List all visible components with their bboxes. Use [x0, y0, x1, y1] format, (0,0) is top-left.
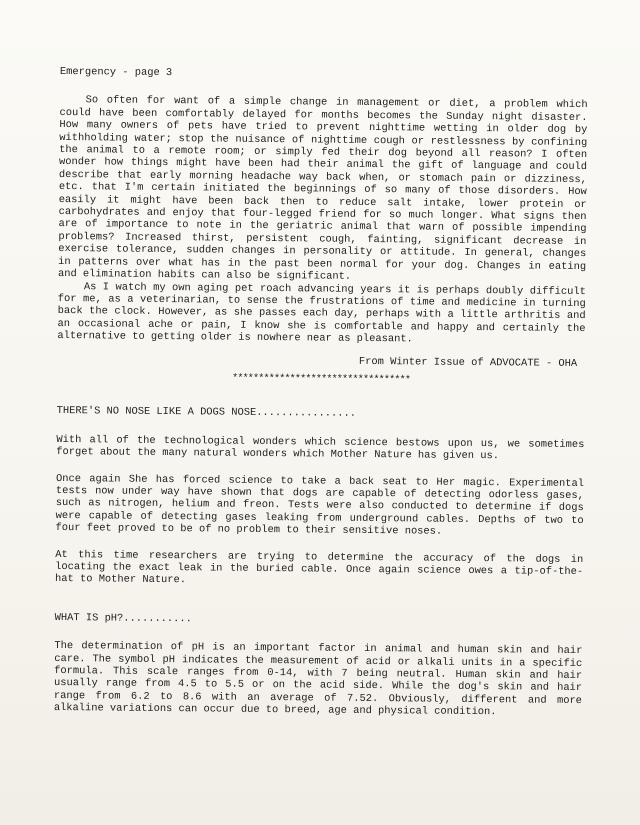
article-emergency [57, 94, 588, 370]
section-title: WHAT IS pH?........... [54, 611, 192, 626]
article-dog-nose [55, 405, 585, 591]
article-paragraph: With all of the technological wonders which science bestows upon us, we sometimes forget about the many natural wonders which Mother Nature has given us. [56, 433, 585, 463]
article-ph [54, 612, 583, 720]
section-title: THERE'S NO NOSE LIKE A DOGS NOSE................ [56, 405, 357, 421]
page-header: Emergency - page 3 [59, 66, 173, 80]
article-paragraph: At this time researchers are trying to determine the accuracy of the dogs in locating the exact leak in the buried cable. Once again science owes a tip-of-the-hat to Mother Nature. [55, 548, 584, 587]
article-paragraph: The determination of pH is an important factor in animal and human skin and hair care. The symbol pH indicates the measurement of acid or alkali units in a specific formula. This scale ranges from 0-14, with 7 being neutral. Human skin and hair usually range from 4.5 to 5.5 or on the acid side. While the dog's skin and hair range from 6.2 to 8.6 with an average of 7.52. Obviously, different and more alkaline variations can occur due to breed, age and physical condition. [53, 640, 583, 719]
section-divider: ********************************** [231, 372, 411, 387]
article-paragraph: As I watch my own aging pet roach advancing years it is perhaps doubly difficult for me, as a veterinarian, to sense the frustrations of time and medicine in turning back the clock. However, as she passes each day, perhaps with a little arthritis and an occasional ache or pain, I know she is comfortable and happy and certainly the alternative to getting older is nowhere near as pleasant. [57, 280, 586, 346]
page-content [54, 66, 588, 720]
article-paragraph: So often for want of a simple change in management or diet, a problem which could have been comfortably delayed for months becomes the Sunday night disaster. How many owners of pets have tried to prevent nighttime wetting in older dog by withholding water; stop the nuisance of nighttime cough or restlessness by confining the animal to a remote room; or simply fed their dog beyond all reason? I often wonder how things might have been had their animal the gift of language and could describe that early morning headache way back when, or stomach pain or dizziness, etc. that I'm certain initiated the beginnings of so many of those disorders. How easily it might have been back then to reduce salt intake, lower protein or carbohydrates and enjoy that four-legged friend for so much longer. What signs then are of importance to note in the geriatric animal that warn of possible impending problems? Increased thirst, persistent cough, fainting, significant decrease in exercise tolerance, sudden changes in personality or attitude. In general, changes in patterns over what has in the past been normal for your dog. Changes in eating and elimination habits can also be significant. [57, 94, 588, 283]
article-paragraph: Once again She has forced science to take a back seat to Her magic. Experimental tests now under way have shown that dogs are capable of detecting odorless gases, such as nitrogen, helium and freon. Tests were also conducted to determine if dogs were capable of detecting gases leaking from underground cables. Depths of two to four feet proved to be of no problem to their sensitive noses. [55, 472, 585, 538]
article-source: From Winter Issue of ADVOCATE - OHA [358, 355, 578, 370]
